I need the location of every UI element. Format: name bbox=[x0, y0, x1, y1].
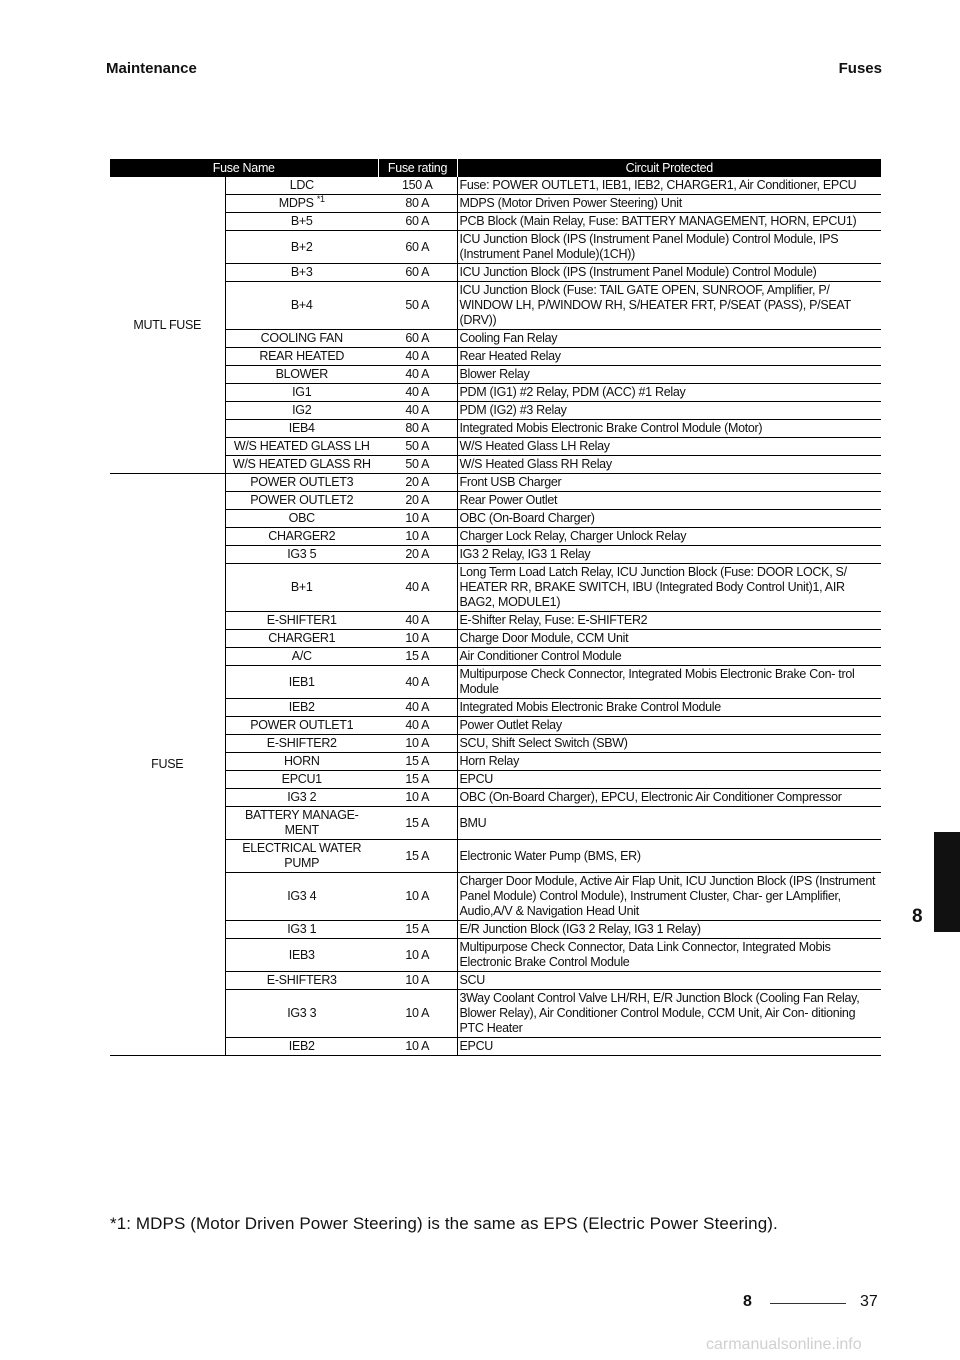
fuse-name: IEB4 bbox=[288, 421, 315, 435]
circuit-protected: Blower Relay bbox=[457, 366, 881, 384]
fuse-rating: 20 A bbox=[378, 474, 457, 492]
fuse-name-cell bbox=[225, 771, 378, 789]
table-row bbox=[110, 630, 881, 648]
fuse-name: IG3 5 bbox=[287, 547, 317, 561]
circuit-protected: Electronic Water Pump (BMS, ER) bbox=[457, 840, 881, 873]
table-row bbox=[110, 771, 881, 789]
circuit-protected: Cooling Fan Relay bbox=[457, 330, 881, 348]
chapter-side-number: 8 bbox=[912, 906, 923, 927]
table-row bbox=[110, 648, 881, 666]
circuit-protected: Multipurpose Check Connector, Data Link Connector, Integrated Mobis Electronic Brake Control Module bbox=[457, 939, 881, 972]
fuse-rating: 10 A bbox=[378, 510, 457, 528]
fuse-rating: 40 A bbox=[378, 402, 457, 420]
circuit-protected: PCB Block (Main Relay, Fuse: BATTERY MANAGEMENT, HORN, EPCU1) bbox=[457, 213, 881, 231]
fuse-name: CHARGER2 bbox=[268, 529, 336, 543]
table-row bbox=[110, 612, 881, 630]
fuse-rating: 150 A bbox=[378, 177, 457, 195]
fuse-rating: 10 A bbox=[378, 1038, 457, 1056]
fuse-name: IG3 4 bbox=[287, 889, 317, 903]
circuit-protected: W/S Heated Glass RH Relay bbox=[457, 456, 881, 474]
circuit-protected: MDPS (Motor Driven Power Steering) Unit bbox=[457, 195, 881, 213]
circuit-protected: Long Term Load Latch Relay, ICU Junction Block (Fuse: DOOR LOCK, S/ HEATER RR, BRAKE SWITCH, IBU (Integrated Body Control Unit)1, AIR BAG2, MODULE1) bbox=[457, 564, 881, 612]
fuse-name-cell bbox=[225, 456, 378, 474]
circuit-protected: IG3 2 Relay, IG3 1 Relay bbox=[457, 546, 881, 564]
circuit-protected: W/S Heated Glass LH Relay bbox=[457, 438, 881, 456]
fuse-rating: 10 A bbox=[378, 789, 457, 807]
fuse-rating: 20 A bbox=[378, 492, 457, 510]
fuse-rating: 10 A bbox=[378, 528, 457, 546]
fuse-rating: 10 A bbox=[378, 972, 457, 990]
group-label: FUSE bbox=[110, 474, 225, 1056]
circuit-protected: BMU bbox=[457, 807, 881, 840]
circuit-protected: Integrated Mobis Electronic Brake Control Module (Motor) bbox=[457, 420, 881, 438]
fuse-table-container bbox=[110, 159, 881, 1056]
fuse-name-cell bbox=[225, 753, 378, 771]
fuse-name: IEB3 bbox=[288, 947, 315, 962]
table-row bbox=[110, 546, 881, 564]
circuit-protected: EPCU bbox=[457, 1038, 881, 1056]
circuit-protected: Charger Lock Relay, Charger Unlock Relay bbox=[457, 528, 881, 546]
fuse-name: POWER OUTLET1 bbox=[250, 718, 354, 732]
table-row bbox=[110, 990, 881, 1038]
fuse-name: IEB2 bbox=[288, 700, 315, 714]
fuse-name-cell bbox=[225, 873, 378, 921]
fuse-name: IEB1 bbox=[288, 674, 315, 689]
fuse-name-cell bbox=[225, 492, 378, 510]
circuit-protected: Fuse: POWER OUTLET1, IEB1, IEB2, CHARGER1, Air Conditioner, EPCU bbox=[457, 177, 881, 195]
fuse-name: IG3 3 bbox=[287, 1006, 317, 1020]
table-row bbox=[110, 438, 881, 456]
fuse-rating: 15 A bbox=[378, 753, 457, 771]
fuse-name-cell bbox=[225, 195, 378, 213]
fuse-name: E-SHIFTER2 bbox=[266, 736, 337, 750]
table-row bbox=[110, 873, 881, 921]
footnote-marker: *1 bbox=[316, 193, 325, 204]
fuse-name-cell bbox=[225, 528, 378, 546]
fuse-name-cell bbox=[225, 330, 378, 348]
fuse-name-cell bbox=[225, 282, 378, 330]
circuit-protected: ICU Junction Block (IPS (Instrument Panel Module) Control Module) bbox=[457, 264, 881, 282]
table-row bbox=[110, 177, 881, 195]
circuit-protected: Air Conditioner Control Module bbox=[457, 648, 881, 666]
fuse-rating: 15 A bbox=[378, 921, 457, 939]
fuse-name-cell bbox=[225, 402, 378, 420]
fuse-name: LDC bbox=[289, 178, 314, 192]
circuit-protected: Multipurpose Check Connector, Integrated Mobis Electronic Brake Con- trol Module bbox=[457, 666, 881, 699]
fuse-name: IEB2 bbox=[288, 1039, 315, 1053]
fuse-name: B+5 bbox=[290, 214, 313, 228]
circuit-protected: Front USB Charger bbox=[457, 474, 881, 492]
fuse-rating: 60 A bbox=[378, 213, 457, 231]
circuit-protected: OBC (On-Board Charger) bbox=[457, 510, 881, 528]
fuse-name-cell bbox=[225, 213, 378, 231]
fuse-name-cell bbox=[225, 1038, 378, 1056]
circuit-protected: EPCU bbox=[457, 771, 881, 789]
table-row bbox=[110, 231, 881, 264]
fuse-rating: 80 A bbox=[378, 195, 457, 213]
fuse-rating: 40 A bbox=[378, 612, 457, 630]
fuse-name: IG3 1 bbox=[287, 922, 317, 936]
fuse-rating: 40 A bbox=[378, 717, 457, 735]
fuse-rating: 40 A bbox=[378, 699, 457, 717]
circuit-protected: 3Way Coolant Control Valve LH/RH, E/R Junction Block (Cooling Fan Relay, Blower Relay), Air Conditioner Control Module, CCM Unit, Air Con- ditioning PTC Heater bbox=[457, 990, 881, 1038]
fuse-name: REAR HEATED bbox=[259, 349, 345, 363]
fuse-name: POWER OUTLET3 bbox=[250, 475, 354, 489]
watermark-text: carmanualsonline.info bbox=[706, 1336, 862, 1353]
fuse-name: W/S HEATED GLASS LH bbox=[233, 439, 370, 453]
fuse-name-cell bbox=[225, 474, 378, 492]
fuse-name-cell bbox=[225, 438, 378, 456]
fuse-name-cell bbox=[225, 939, 378, 972]
fuse-name: IG1 bbox=[292, 385, 312, 399]
circuit-protected: OBC (On-Board Charger), EPCU, Electronic Air Conditioner Compressor bbox=[457, 789, 881, 807]
fuse-name-cell bbox=[225, 990, 378, 1038]
fuse-rating: 10 A bbox=[378, 630, 457, 648]
fuse-rating: 15 A bbox=[378, 807, 457, 840]
circuit-protected: ICU Junction Block (Fuse: TAIL GATE OPEN, SUNROOF, Amplifier, P/ WINDOW LH, P/WINDOW RH, S/HEATER FRT, P/SEAT (PASS), P/SEAT (DRV)) bbox=[457, 282, 881, 330]
fuse-name: MDPS bbox=[278, 196, 314, 210]
fuse-name: BATTERY MANAGE- MENT bbox=[244, 808, 359, 837]
circuit-protected: SCU, Shift Select Switch (SBW) bbox=[457, 735, 881, 753]
circuit-protected: SCU bbox=[457, 972, 881, 990]
fuse-rating: 40 A bbox=[378, 366, 457, 384]
topic-title: Fuses bbox=[838, 60, 882, 77]
table-row bbox=[110, 807, 881, 840]
table-row bbox=[110, 330, 881, 348]
fuse-name-cell bbox=[225, 510, 378, 528]
table-row bbox=[110, 840, 881, 873]
fuse-name-cell bbox=[225, 699, 378, 717]
fuse-table bbox=[110, 159, 881, 1056]
fuse-rating: 15 A bbox=[378, 840, 457, 873]
circuit-protected: Rear Power Outlet bbox=[457, 492, 881, 510]
fuse-name-cell bbox=[225, 630, 378, 648]
fuse-name-cell bbox=[225, 348, 378, 366]
table-row bbox=[110, 510, 881, 528]
table-row bbox=[110, 528, 881, 546]
footer-page-number: 37 bbox=[860, 1293, 878, 1310]
fuse-rating: 40 A bbox=[378, 348, 457, 366]
fuse-name-cell bbox=[225, 231, 378, 264]
fuse-rating: 50 A bbox=[378, 282, 457, 330]
fuse-rating: 60 A bbox=[378, 264, 457, 282]
fuse-name: B+2 bbox=[290, 239, 313, 254]
fuse-name: COOLING FAN bbox=[260, 331, 343, 345]
fuse-rating: 50 A bbox=[378, 456, 457, 474]
fuse-rating: 50 A bbox=[378, 438, 457, 456]
fuse-name-cell bbox=[225, 612, 378, 630]
fuse-name-cell bbox=[225, 546, 378, 564]
fuse-name: ELECTRICAL WATER PUMP bbox=[242, 841, 362, 870]
table-row bbox=[110, 939, 881, 972]
group-label: MUTL FUSE bbox=[110, 177, 225, 474]
circuit-protected: Charge Door Module, CCM Unit bbox=[457, 630, 881, 648]
table-row bbox=[110, 384, 881, 402]
fuse-name-cell bbox=[225, 840, 378, 873]
table-row bbox=[110, 402, 881, 420]
fuse-name: B+1 bbox=[290, 580, 313, 594]
fuse-name-cell bbox=[225, 789, 378, 807]
table-row bbox=[110, 753, 881, 771]
fuse-name: B+4 bbox=[290, 298, 313, 312]
table-row bbox=[110, 789, 881, 807]
table-row bbox=[110, 366, 881, 384]
fuse-name: IG2 bbox=[292, 403, 312, 417]
circuit-protected: Power Outlet Relay bbox=[457, 717, 881, 735]
fuse-name: B+3 bbox=[290, 265, 313, 279]
fuse-name-cell bbox=[225, 972, 378, 990]
fuse-table-body bbox=[110, 177, 881, 1056]
table-row bbox=[110, 564, 881, 612]
circuit-protected: PDM (IG1) #2 Relay, PDM (ACC) #1 Relay bbox=[457, 384, 881, 402]
table-row bbox=[110, 213, 881, 231]
fuse-rating: 10 A bbox=[378, 939, 457, 972]
table-row bbox=[110, 666, 881, 699]
table-row bbox=[110, 195, 881, 213]
fuse-name-cell bbox=[225, 666, 378, 699]
circuit-protected: PDM (IG2) #3 Relay bbox=[457, 402, 881, 420]
fuse-name: BLOWER bbox=[275, 367, 328, 381]
fuse-rating: 10 A bbox=[378, 735, 457, 753]
table-row bbox=[110, 972, 881, 990]
fuse-rating: 40 A bbox=[378, 666, 457, 699]
fuse-name: EPCU1 bbox=[281, 772, 322, 786]
circuit-protected: ICU Junction Block (IPS (Instrument Panel Module) Control Module, IPS (Instrument Panel Module)(1CH)) bbox=[457, 231, 881, 264]
fuse-name-cell bbox=[225, 384, 378, 402]
circuit-protected: Integrated Mobis Electronic Brake Control Module bbox=[457, 699, 881, 717]
fuse-name-cell bbox=[225, 177, 378, 195]
fuse-rating: 40 A bbox=[378, 564, 457, 612]
table-row bbox=[110, 699, 881, 717]
chapter-side-tab bbox=[934, 832, 960, 932]
table-row bbox=[110, 492, 881, 510]
fuse-name-cell bbox=[225, 735, 378, 753]
fuse-name-cell bbox=[225, 648, 378, 666]
fuse-name-cell bbox=[225, 717, 378, 735]
table-row bbox=[110, 456, 881, 474]
table-row bbox=[110, 717, 881, 735]
fuse-name-cell bbox=[225, 420, 378, 438]
circuit-protected: Horn Relay bbox=[457, 753, 881, 771]
footer-divider bbox=[770, 1303, 846, 1304]
fuse-name: A/C bbox=[291, 649, 312, 663]
fuse-name-cell bbox=[225, 264, 378, 282]
fuse-name-cell bbox=[225, 807, 378, 840]
fuse-rating: 60 A bbox=[378, 330, 457, 348]
fuse-name-cell bbox=[225, 564, 378, 612]
table-header-row bbox=[110, 159, 881, 177]
table-row bbox=[110, 474, 881, 492]
fuse-name: W/S HEATED GLASS RH bbox=[232, 457, 371, 471]
fuse-name: POWER OUTLET2 bbox=[250, 493, 354, 507]
table-row bbox=[110, 264, 881, 282]
fuse-rating: 60 A bbox=[378, 231, 457, 264]
fuse-rating: 40 A bbox=[378, 384, 457, 402]
fuse-name: E-SHIFTER3 bbox=[266, 973, 337, 987]
table-row bbox=[110, 921, 881, 939]
table-row bbox=[110, 735, 881, 753]
fuse-name: CHARGER1 bbox=[268, 631, 336, 645]
fuse-rating: 80 A bbox=[378, 420, 457, 438]
fuse-rating: 20 A bbox=[378, 546, 457, 564]
circuit-protected: E-Shifter Relay, Fuse: E-SHIFTER2 bbox=[457, 612, 881, 630]
table-row bbox=[110, 1038, 881, 1056]
column-header-fuse-rating: Fuse rating bbox=[378, 159, 457, 177]
footer-chapter-number: 8 bbox=[743, 1293, 752, 1310]
fuse-name: HORN bbox=[283, 754, 320, 768]
fuse-rating: 15 A bbox=[378, 648, 457, 666]
fuse-name: E-SHIFTER1 bbox=[266, 613, 337, 627]
fuse-rating: 15 A bbox=[378, 771, 457, 789]
circuit-protected: Charger Door Module, Active Air Flap Unit, ICU Junction Block (IPS (Instrument Panel Module) Control Module), Instrument Cluster, Char- ger LAmplifier, Audio,A/V & Navigation Head Unit bbox=[457, 873, 881, 921]
table-row bbox=[110, 282, 881, 330]
fuse-rating: 10 A bbox=[378, 990, 457, 1038]
table-row bbox=[110, 420, 881, 438]
section-title: Maintenance bbox=[106, 60, 197, 77]
fuse-name: IG3 2 bbox=[287, 790, 317, 804]
column-header-fuse-name: Fuse Name bbox=[110, 159, 378, 177]
table-row bbox=[110, 348, 881, 366]
fuse-rating: 10 A bbox=[378, 873, 457, 921]
circuit-protected: Rear Heated Relay bbox=[457, 348, 881, 366]
fuse-name-cell bbox=[225, 366, 378, 384]
circuit-protected: E/R Junction Block (IG3 2 Relay, IG3 1 Relay) bbox=[457, 921, 881, 939]
footnote: *1: MDPS (Motor Driven Power Steering) is the same as EPS (Electric Power Steering). bbox=[110, 1214, 778, 1233]
fuse-name-cell bbox=[225, 921, 378, 939]
column-header-circuit-protected: Circuit Protected bbox=[457, 159, 881, 177]
fuse-name: OBC bbox=[288, 511, 315, 525]
